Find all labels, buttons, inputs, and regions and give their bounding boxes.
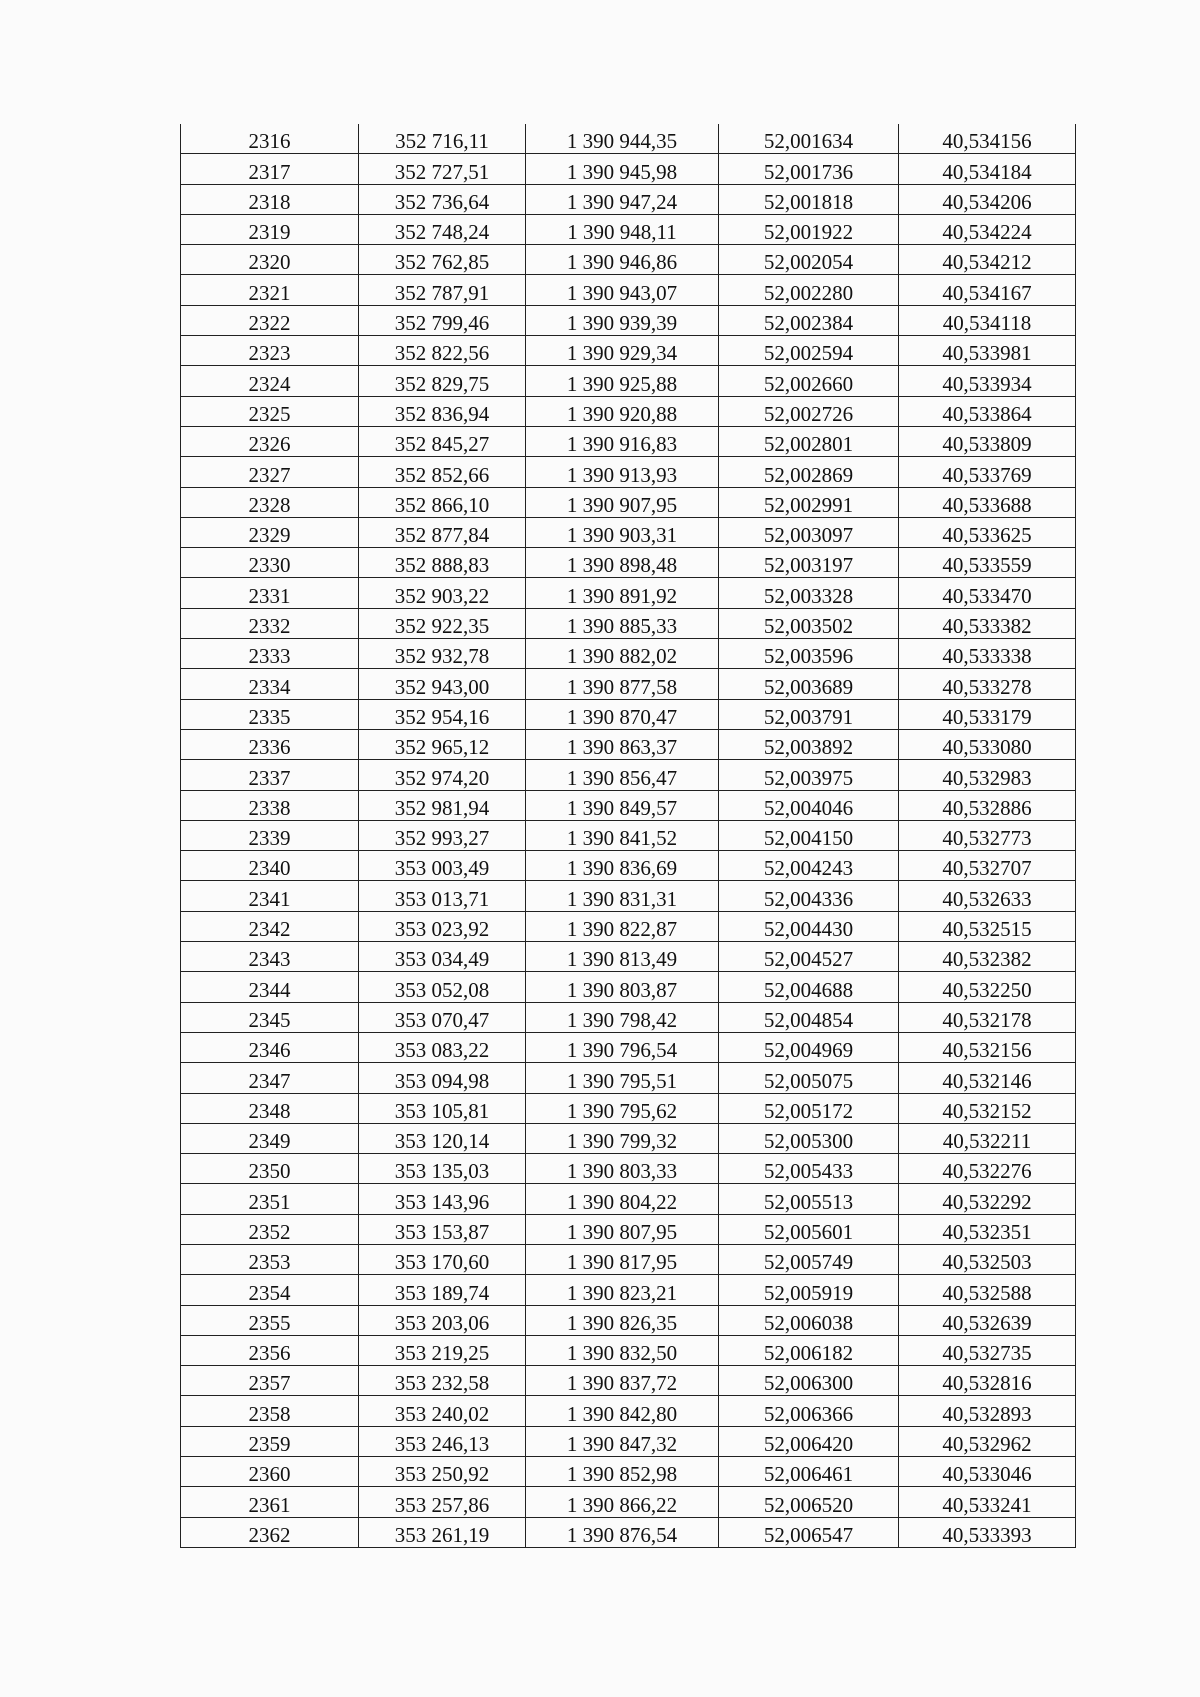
latitude-cell: 52,002054: [719, 245, 899, 275]
table-row: [181, 1184, 1076, 1214]
point-number-cell: 2338: [181, 790, 359, 820]
latitude-cell: 52,003596: [719, 639, 899, 669]
point-number-cell: 2355: [181, 1305, 359, 1335]
longitude-cell: 40,533179: [899, 699, 1076, 729]
table-row: [181, 608, 1076, 638]
table-row: [181, 1063, 1076, 1093]
longitude-cell: 40,532503: [899, 1244, 1076, 1274]
table-row: [181, 396, 1076, 426]
x-coordinate-cell: 353 189,74: [359, 1275, 526, 1305]
longitude-cell: 40,534224: [899, 214, 1076, 244]
longitude-cell: 40,532152: [899, 1093, 1076, 1123]
table-row: [181, 851, 1076, 881]
latitude-cell: 52,001922: [719, 214, 899, 244]
point-number-cell: 2362: [181, 1517, 359, 1547]
latitude-cell: 52,002660: [719, 366, 899, 396]
y-coordinate-cell: 1 390 920,88: [526, 396, 719, 426]
latitude-cell: 52,006547: [719, 1517, 899, 1547]
y-coordinate-cell: 1 390 803,33: [526, 1154, 719, 1184]
longitude-cell: 40,533046: [899, 1457, 1076, 1487]
longitude-cell: 40,534156: [899, 124, 1076, 154]
longitude-cell: 40,532156: [899, 1032, 1076, 1062]
longitude-cell: 40,532178: [899, 1002, 1076, 1032]
longitude-cell: 40,533382: [899, 608, 1076, 638]
point-number-cell: 2335: [181, 699, 359, 729]
y-coordinate-cell: 1 390 882,02: [526, 639, 719, 669]
longitude-cell: 40,534212: [899, 245, 1076, 275]
longitude-cell: 40,532588: [899, 1275, 1076, 1305]
x-coordinate-cell: 352 974,20: [359, 760, 526, 790]
y-coordinate-cell: 1 390 948,11: [526, 214, 719, 244]
point-number-cell: 2327: [181, 457, 359, 487]
latitude-cell: 52,002726: [719, 396, 899, 426]
point-number-cell: 2316: [181, 124, 359, 154]
longitude-cell: 40,532633: [899, 881, 1076, 911]
y-coordinate-cell: 1 390 939,39: [526, 305, 719, 335]
table-row: [181, 366, 1076, 396]
latitude-cell: 52,005172: [719, 1093, 899, 1123]
x-coordinate-cell: 353 240,02: [359, 1396, 526, 1426]
table-row: [181, 881, 1076, 911]
latitude-cell: 52,004046: [719, 790, 899, 820]
table-row: [181, 790, 1076, 820]
x-coordinate-cell: 352 903,22: [359, 578, 526, 608]
longitude-cell: 40,533625: [899, 517, 1076, 547]
table-row: [181, 426, 1076, 456]
point-number-cell: 2361: [181, 1487, 359, 1517]
x-coordinate-cell: 352 748,24: [359, 214, 526, 244]
point-number-cell: 2331: [181, 578, 359, 608]
table-row: [181, 669, 1076, 699]
x-coordinate-cell: 352 836,94: [359, 396, 526, 426]
x-coordinate-cell: 353 083,22: [359, 1032, 526, 1062]
x-coordinate-cell: 353 070,47: [359, 1002, 526, 1032]
y-coordinate-cell: 1 390 826,35: [526, 1305, 719, 1335]
x-coordinate-cell: 353 003,49: [359, 851, 526, 881]
longitude-cell: 40,534167: [899, 275, 1076, 305]
coordinates-table-wrapper: [180, 124, 1075, 1548]
x-coordinate-cell: 352 877,84: [359, 517, 526, 547]
table-row: [181, 1517, 1076, 1547]
latitude-cell: 52,006420: [719, 1426, 899, 1456]
point-number-cell: 2353: [181, 1244, 359, 1274]
x-coordinate-cell: 353 013,71: [359, 881, 526, 911]
point-number-cell: 2357: [181, 1366, 359, 1396]
x-coordinate-cell: 352 981,94: [359, 790, 526, 820]
table-row: [181, 1335, 1076, 1365]
point-number-cell: 2351: [181, 1184, 359, 1214]
longitude-cell: 40,532515: [899, 911, 1076, 941]
point-number-cell: 2322: [181, 305, 359, 335]
latitude-cell: 52,004430: [719, 911, 899, 941]
longitude-cell: 40,532351: [899, 1214, 1076, 1244]
latitude-cell: 52,006461: [719, 1457, 899, 1487]
point-number-cell: 2333: [181, 639, 359, 669]
y-coordinate-cell: 1 390 907,95: [526, 487, 719, 517]
y-coordinate-cell: 1 390 795,51: [526, 1063, 719, 1093]
x-coordinate-cell: 353 052,08: [359, 972, 526, 1002]
y-coordinate-cell: 1 390 849,57: [526, 790, 719, 820]
latitude-cell: 52,003502: [719, 608, 899, 638]
point-number-cell: 2324: [181, 366, 359, 396]
x-coordinate-cell: 352 762,85: [359, 245, 526, 275]
point-number-cell: 2350: [181, 1154, 359, 1184]
point-number-cell: 2343: [181, 942, 359, 972]
x-coordinate-cell: 352 954,16: [359, 699, 526, 729]
point-number-cell: 2347: [181, 1063, 359, 1093]
y-coordinate-cell: 1 390 903,31: [526, 517, 719, 547]
latitude-cell: 52,004688: [719, 972, 899, 1002]
longitude-cell: 40,532211: [899, 1123, 1076, 1153]
x-coordinate-cell: 352 922,35: [359, 608, 526, 638]
latitude-cell: 52,004336: [719, 881, 899, 911]
table-row: [181, 245, 1076, 275]
x-coordinate-cell: 352 787,91: [359, 275, 526, 305]
x-coordinate-cell: 352 852,66: [359, 457, 526, 487]
y-coordinate-cell: 1 390 822,87: [526, 911, 719, 941]
point-number-cell: 2354: [181, 1275, 359, 1305]
latitude-cell: 52,005919: [719, 1275, 899, 1305]
latitude-cell: 52,005300: [719, 1123, 899, 1153]
longitude-cell: 40,532146: [899, 1063, 1076, 1093]
table-row: [181, 1366, 1076, 1396]
table-row: [181, 1244, 1076, 1274]
longitude-cell: 40,532816: [899, 1366, 1076, 1396]
longitude-cell: 40,534206: [899, 184, 1076, 214]
longitude-cell: 40,534118: [899, 305, 1076, 335]
point-number-cell: 2349: [181, 1123, 359, 1153]
point-number-cell: 2321: [181, 275, 359, 305]
longitude-cell: 40,532735: [899, 1335, 1076, 1365]
coordinates-table: [180, 124, 1076, 1548]
point-number-cell: 2326: [181, 426, 359, 456]
longitude-cell: 40,532276: [899, 1154, 1076, 1184]
x-coordinate-cell: 352 736,64: [359, 184, 526, 214]
x-coordinate-cell: 352 822,56: [359, 336, 526, 366]
longitude-cell: 40,533393: [899, 1517, 1076, 1547]
table-row: [181, 1275, 1076, 1305]
x-coordinate-cell: 353 120,14: [359, 1123, 526, 1153]
longitude-cell: 40,533278: [899, 669, 1076, 699]
table-row: [181, 1154, 1076, 1184]
point-number-cell: 2342: [181, 911, 359, 941]
point-number-cell: 2337: [181, 760, 359, 790]
latitude-cell: 52,006182: [719, 1335, 899, 1365]
x-coordinate-cell: 353 135,03: [359, 1154, 526, 1184]
point-number-cell: 2317: [181, 154, 359, 184]
table-row: [181, 275, 1076, 305]
y-coordinate-cell: 1 390 876,54: [526, 1517, 719, 1547]
table-row: [181, 1487, 1076, 1517]
y-coordinate-cell: 1 390 832,50: [526, 1335, 719, 1365]
latitude-cell: 52,003689: [719, 669, 899, 699]
table-row: [181, 1032, 1076, 1062]
longitude-cell: 40,532886: [899, 790, 1076, 820]
latitude-cell: 52,003097: [719, 517, 899, 547]
point-number-cell: 2319: [181, 214, 359, 244]
x-coordinate-cell: 353 232,58: [359, 1366, 526, 1396]
point-number-cell: 2339: [181, 820, 359, 850]
x-coordinate-cell: 352 727,51: [359, 154, 526, 184]
point-number-cell: 2330: [181, 548, 359, 578]
x-coordinate-cell: 353 219,25: [359, 1335, 526, 1365]
y-coordinate-cell: 1 390 945,98: [526, 154, 719, 184]
table-row: [181, 124, 1076, 154]
latitude-cell: 52,005433: [719, 1154, 899, 1184]
y-coordinate-cell: 1 390 866,22: [526, 1487, 719, 1517]
y-coordinate-cell: 1 390 799,32: [526, 1123, 719, 1153]
latitude-cell: 52,002594: [719, 336, 899, 366]
latitude-cell: 52,003197: [719, 548, 899, 578]
x-coordinate-cell: 352 799,46: [359, 305, 526, 335]
x-coordinate-cell: 352 965,12: [359, 729, 526, 759]
table-row: [181, 1457, 1076, 1487]
y-coordinate-cell: 1 390 925,88: [526, 366, 719, 396]
point-number-cell: 2359: [181, 1426, 359, 1456]
point-number-cell: 2336: [181, 729, 359, 759]
table-row: [181, 972, 1076, 1002]
point-number-cell: 2348: [181, 1093, 359, 1123]
point-number-cell: 2345: [181, 1002, 359, 1032]
latitude-cell: 52,002801: [719, 426, 899, 456]
longitude-cell: 40,533688: [899, 487, 1076, 517]
point-number-cell: 2318: [181, 184, 359, 214]
longitude-cell: 40,533559: [899, 548, 1076, 578]
y-coordinate-cell: 1 390 929,34: [526, 336, 719, 366]
table-row: [181, 214, 1076, 244]
point-number-cell: 2341: [181, 881, 359, 911]
y-coordinate-cell: 1 390 947,24: [526, 184, 719, 214]
x-coordinate-cell: 353 143,96: [359, 1184, 526, 1214]
point-number-cell: 2332: [181, 608, 359, 638]
y-coordinate-cell: 1 390 863,37: [526, 729, 719, 759]
table-row: [181, 1305, 1076, 1335]
table-row: [181, 578, 1076, 608]
latitude-cell: 52,002869: [719, 457, 899, 487]
y-coordinate-cell: 1 390 803,87: [526, 972, 719, 1002]
point-number-cell: 2334: [181, 669, 359, 699]
x-coordinate-cell: 353 246,13: [359, 1426, 526, 1456]
x-coordinate-cell: 353 105,81: [359, 1093, 526, 1123]
latitude-cell: 52,006038: [719, 1305, 899, 1335]
longitude-cell: 40,533934: [899, 366, 1076, 396]
y-coordinate-cell: 1 390 943,07: [526, 275, 719, 305]
x-coordinate-cell: 352 888,83: [359, 548, 526, 578]
y-coordinate-cell: 1 390 795,62: [526, 1093, 719, 1123]
longitude-cell: 40,532773: [899, 820, 1076, 850]
y-coordinate-cell: 1 390 891,92: [526, 578, 719, 608]
longitude-cell: 40,532250: [899, 972, 1076, 1002]
longitude-cell: 40,532639: [899, 1305, 1076, 1335]
table-row: [181, 942, 1076, 972]
longitude-cell: 40,532893: [899, 1396, 1076, 1426]
x-coordinate-cell: 352 845,27: [359, 426, 526, 456]
x-coordinate-cell: 353 170,60: [359, 1244, 526, 1274]
latitude-cell: 52,003328: [719, 578, 899, 608]
longitude-cell: 40,533769: [899, 457, 1076, 487]
y-coordinate-cell: 1 390 804,22: [526, 1184, 719, 1214]
longitude-cell: 40,533080: [899, 729, 1076, 759]
y-coordinate-cell: 1 390 836,69: [526, 851, 719, 881]
y-coordinate-cell: 1 390 916,83: [526, 426, 719, 456]
point-number-cell: 2352: [181, 1214, 359, 1244]
y-coordinate-cell: 1 390 898,48: [526, 548, 719, 578]
latitude-cell: 52,006520: [719, 1487, 899, 1517]
y-coordinate-cell: 1 390 877,58: [526, 669, 719, 699]
longitude-cell: 40,533338: [899, 639, 1076, 669]
y-coordinate-cell: 1 390 831,31: [526, 881, 719, 911]
x-coordinate-cell: 352 993,27: [359, 820, 526, 850]
latitude-cell: 52,006300: [719, 1366, 899, 1396]
y-coordinate-cell: 1 390 913,93: [526, 457, 719, 487]
table-row: [181, 154, 1076, 184]
longitude-cell: 40,532983: [899, 760, 1076, 790]
longitude-cell: 40,533241: [899, 1487, 1076, 1517]
latitude-cell: 52,006366: [719, 1396, 899, 1426]
point-number-cell: 2358: [181, 1396, 359, 1426]
point-number-cell: 2346: [181, 1032, 359, 1062]
table-row: [181, 548, 1076, 578]
table-row: [181, 184, 1076, 214]
table-body: [181, 124, 1076, 1547]
table-row: [181, 517, 1076, 547]
longitude-cell: 40,533981: [899, 336, 1076, 366]
point-number-cell: 2344: [181, 972, 359, 1002]
point-number-cell: 2323: [181, 336, 359, 366]
latitude-cell: 52,004527: [719, 942, 899, 972]
y-coordinate-cell: 1 390 856,47: [526, 760, 719, 790]
point-number-cell: 2329: [181, 517, 359, 547]
table-row: [181, 639, 1076, 669]
x-coordinate-cell: 353 250,92: [359, 1457, 526, 1487]
latitude-cell: 52,001736: [719, 154, 899, 184]
longitude-cell: 40,533809: [899, 426, 1076, 456]
table-row: [181, 1123, 1076, 1153]
table-row: [181, 1396, 1076, 1426]
table-row: [181, 1002, 1076, 1032]
x-coordinate-cell: 352 716,11: [359, 124, 526, 154]
longitude-cell: 40,534184: [899, 154, 1076, 184]
x-coordinate-cell: 353 023,92: [359, 911, 526, 941]
table-row: [181, 305, 1076, 335]
latitude-cell: 52,005749: [719, 1244, 899, 1274]
latitude-cell: 52,002991: [719, 487, 899, 517]
point-number-cell: 2325: [181, 396, 359, 426]
latitude-cell: 52,002384: [719, 305, 899, 335]
y-coordinate-cell: 1 390 946,86: [526, 245, 719, 275]
table-row: [181, 760, 1076, 790]
longitude-cell: 40,532962: [899, 1426, 1076, 1456]
longitude-cell: 40,532292: [899, 1184, 1076, 1214]
latitude-cell: 52,003791: [719, 699, 899, 729]
latitude-cell: 52,005075: [719, 1063, 899, 1093]
y-coordinate-cell: 1 390 796,54: [526, 1032, 719, 1062]
table-row: [181, 729, 1076, 759]
latitude-cell: 52,003975: [719, 760, 899, 790]
point-number-cell: 2340: [181, 851, 359, 881]
x-coordinate-cell: 352 866,10: [359, 487, 526, 517]
latitude-cell: 52,001634: [719, 124, 899, 154]
y-coordinate-cell: 1 390 852,98: [526, 1457, 719, 1487]
longitude-cell: 40,532707: [899, 851, 1076, 881]
table-row: [181, 820, 1076, 850]
longitude-cell: 40,533864: [899, 396, 1076, 426]
table-row: [181, 1214, 1076, 1244]
table-row: [181, 1093, 1076, 1123]
y-coordinate-cell: 1 390 837,72: [526, 1366, 719, 1396]
y-coordinate-cell: 1 390 813,49: [526, 942, 719, 972]
x-coordinate-cell: 353 203,06: [359, 1305, 526, 1335]
point-number-cell: 2360: [181, 1457, 359, 1487]
point-number-cell: 2328: [181, 487, 359, 517]
x-coordinate-cell: 353 153,87: [359, 1214, 526, 1244]
table-row: [181, 699, 1076, 729]
longitude-cell: 40,533470: [899, 578, 1076, 608]
latitude-cell: 52,004969: [719, 1032, 899, 1062]
x-coordinate-cell: 353 094,98: [359, 1063, 526, 1093]
point-number-cell: 2320: [181, 245, 359, 275]
x-coordinate-cell: 352 829,75: [359, 366, 526, 396]
x-coordinate-cell: 353 034,49: [359, 942, 526, 972]
latitude-cell: 52,004150: [719, 820, 899, 850]
table-row: [181, 1426, 1076, 1456]
point-number-cell: 2356: [181, 1335, 359, 1365]
latitude-cell: 52,005601: [719, 1214, 899, 1244]
table-row: [181, 487, 1076, 517]
y-coordinate-cell: 1 390 823,21: [526, 1275, 719, 1305]
y-coordinate-cell: 1 390 817,95: [526, 1244, 719, 1274]
y-coordinate-cell: 1 390 807,95: [526, 1214, 719, 1244]
x-coordinate-cell: 353 257,86: [359, 1487, 526, 1517]
latitude-cell: 52,001818: [719, 184, 899, 214]
x-coordinate-cell: 352 932,78: [359, 639, 526, 669]
x-coordinate-cell: 353 261,19: [359, 1517, 526, 1547]
table-row: [181, 336, 1076, 366]
y-coordinate-cell: 1 390 944,35: [526, 124, 719, 154]
longitude-cell: 40,532382: [899, 942, 1076, 972]
x-coordinate-cell: 352 943,00: [359, 669, 526, 699]
y-coordinate-cell: 1 390 842,80: [526, 1396, 719, 1426]
y-coordinate-cell: 1 390 870,47: [526, 699, 719, 729]
table-row: [181, 457, 1076, 487]
y-coordinate-cell: 1 390 885,33: [526, 608, 719, 638]
latitude-cell: 52,004854: [719, 1002, 899, 1032]
latitude-cell: 52,003892: [719, 729, 899, 759]
latitude-cell: 52,005513: [719, 1184, 899, 1214]
latitude-cell: 52,004243: [719, 851, 899, 881]
table-row: [181, 911, 1076, 941]
y-coordinate-cell: 1 390 841,52: [526, 820, 719, 850]
latitude-cell: 52,002280: [719, 275, 899, 305]
y-coordinate-cell: 1 390 847,32: [526, 1426, 719, 1456]
y-coordinate-cell: 1 390 798,42: [526, 1002, 719, 1032]
